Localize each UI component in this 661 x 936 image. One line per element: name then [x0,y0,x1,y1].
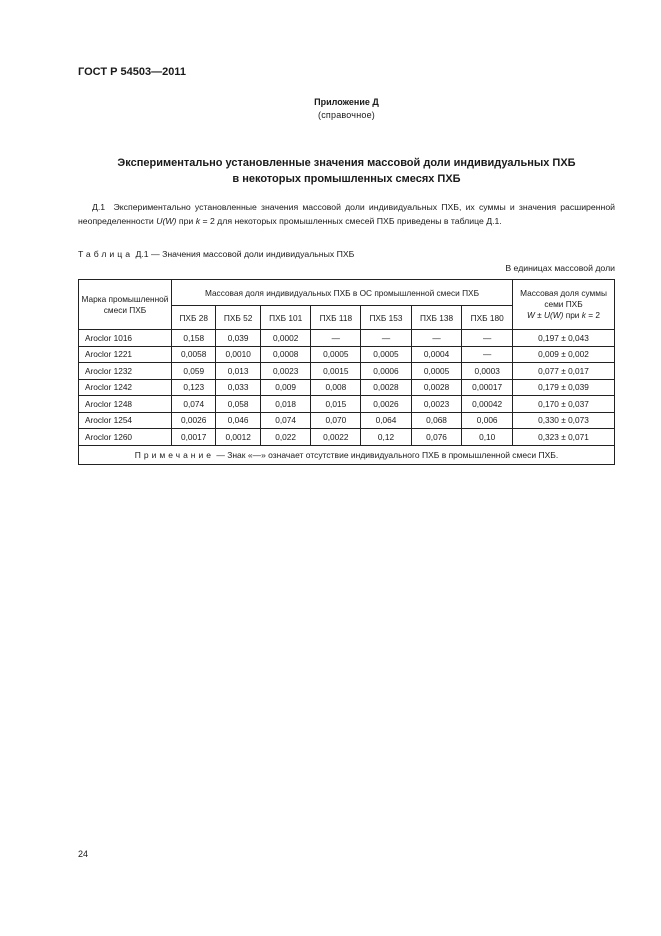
header-sum-eq: = 2 [588,310,600,320]
table-cell: 0,0022 [311,429,361,446]
table-cell: 0,0004 [411,346,462,363]
table-cell: 0,058 [216,396,260,413]
table-cell: 0,0026 [361,396,412,413]
header-sum [513,280,615,330]
section-title-line2: в некоторых промышленных смесях ПХБ [232,173,461,185]
header-group: Массовая доля индивидуальных ПХБ в ОС промышленной смеси ПХБ [172,280,513,306]
row-sum: 0,077 ± 0,017 [513,363,615,380]
table-cell: 0,0023 [411,396,462,413]
column-header: ПХБ 118 [311,306,361,330]
table-cell: 0,0002 [260,330,311,347]
header-sum-pm: ± [537,310,542,320]
table-cell: — [462,330,513,347]
table-cell: 0,158 [172,330,216,347]
table-cell: 0,022 [260,429,311,446]
table-note-text: — Знак «—» означает отсутствие индивидуального ПХБ в промышленной смеси ПХБ. [216,449,559,460]
paragraph-k-symbol: k [195,216,201,226]
table-cell: 0,033 [216,379,260,396]
row-name: Aroclor 1248 [79,396,172,413]
table-cell: 0,0005 [361,346,412,363]
paragraph-u-symbol: U(W) [156,216,177,226]
table-caption-rest: Д.1 — Значения массовой доли индивидуальных ПХБ [135,249,355,259]
row-name: Aroclor 1242 [79,379,172,396]
column-header: ПХБ 180 [462,306,513,330]
column-header: ПХБ 138 [411,306,462,330]
paragraph-text-mid: при [178,216,194,226]
row-sum: 0,330 ± 0,073 [513,412,615,429]
header-sum-u: U(W) [544,310,564,320]
table-row [79,330,615,347]
table-cell: 0,070 [311,412,361,429]
paragraph-text-before: Экспериментально установленные значения массовой доли индивидуальных ПХБ, их суммы и значения расширенной неопределенности [78,202,616,226]
row-sum: 0,323 ± 0,071 [513,429,615,446]
table-cell: 0,0012 [216,429,260,446]
table-cell: 0,006 [462,412,513,429]
table-cell: 0,059 [172,363,216,380]
pcb-table [78,279,615,465]
table-cell: 0,0008 [260,346,311,363]
table-cell: — [311,330,361,347]
table-cell: 0,0017 [172,429,216,446]
table-cell: 0,064 [361,412,412,429]
row-name: Aroclor 1016 [79,330,172,347]
table-cell: 0,009 [260,379,311,396]
table-row [79,363,615,380]
annex-subtitle: (справочное) [318,110,375,120]
table-caption-word: Таблица [78,249,134,259]
table-row [79,379,615,396]
table-cell: 0,0003 [462,363,513,380]
page-number: 24 [78,849,89,859]
table-cell: 0,015 [311,396,361,413]
table-cell: 0,008 [311,379,361,396]
table-cell: 0,018 [260,396,311,413]
table-cell: 0,0005 [311,346,361,363]
header-sum-at: при [565,310,580,320]
table-cell: 0,074 [172,396,216,413]
row-name: Aroclor 1221 [79,346,172,363]
table-cell: 0,039 [216,330,260,347]
table-cell: 0,0010 [216,346,260,363]
table-row [79,412,615,429]
table-caption [78,249,354,259]
table-cell: 0,068 [411,412,462,429]
table-cell: 0,00017 [462,379,513,396]
column-header: ПХБ 153 [361,306,412,330]
row-name: Aroclor 1232 [79,363,172,380]
table-cell: 0,0058 [172,346,216,363]
standard-code: ГОСТ Р 54503—2011 [78,66,186,78]
table-note [79,445,615,464]
table-cell: 0,046 [216,412,260,429]
table-cell: 0,0006 [361,363,412,380]
table-cell: 0,0026 [172,412,216,429]
paragraph-number: Д.1 [92,202,106,212]
row-name: Aroclor 1260 [79,429,172,446]
column-header: ПХБ 52 [216,306,260,330]
row-sum: 0,197 ± 0,043 [513,330,615,347]
table-cell: 0,0023 [260,363,311,380]
column-header: ПХБ 28 [172,306,216,330]
table-note-word: Примечание [134,449,214,460]
table-row [79,346,615,363]
header-sum-w: W [527,310,535,320]
table-cell: 0,10 [462,429,513,446]
table-cell: 0,123 [172,379,216,396]
table-cell: 0,12 [361,429,412,446]
column-header: ПХБ 101 [260,306,311,330]
annex-heading [0,96,661,122]
section-title-line1: Экспериментально установленные значения массовой доли индивидуальных ПХБ [117,157,576,169]
table-note-row [79,445,615,464]
table-cell: 0,074 [260,412,311,429]
table-units: В единицах массовой доли [505,263,615,273]
table-cell: 0,0028 [411,379,462,396]
row-sum: 0,179 ± 0,039 [513,379,615,396]
table-cell: 0,0028 [361,379,412,396]
table-cell: 0,076 [411,429,462,446]
row-sum: 0,009 ± 0,002 [513,346,615,363]
paragraph-text-after: = 2 для некоторых промышленных смесей ПХБ приведены в таблице Д.1. [202,216,502,226]
row-name: Aroclor 1254 [79,412,172,429]
annex-title: Приложение Д [314,97,379,107]
table-cell: — [411,330,462,347]
table-cell: 0,00042 [462,396,513,413]
table-row [79,396,615,413]
section-title [78,155,615,187]
table-cell: — [462,346,513,363]
row-sum: 0,170 ± 0,037 [513,396,615,413]
table-cell: 0,013 [216,363,260,380]
header-sum-k: k [581,310,586,320]
header-sum-line1: Массовая доля суммы семи ПХБ [520,288,607,309]
table-row [79,429,615,446]
table-cell: 0,0015 [311,363,361,380]
table-cell: — [361,330,412,347]
header-mark: Марка промышленной смеси ПХБ [79,280,172,330]
paragraph-d1 [78,200,615,228]
table-cell: 0,0005 [411,363,462,380]
